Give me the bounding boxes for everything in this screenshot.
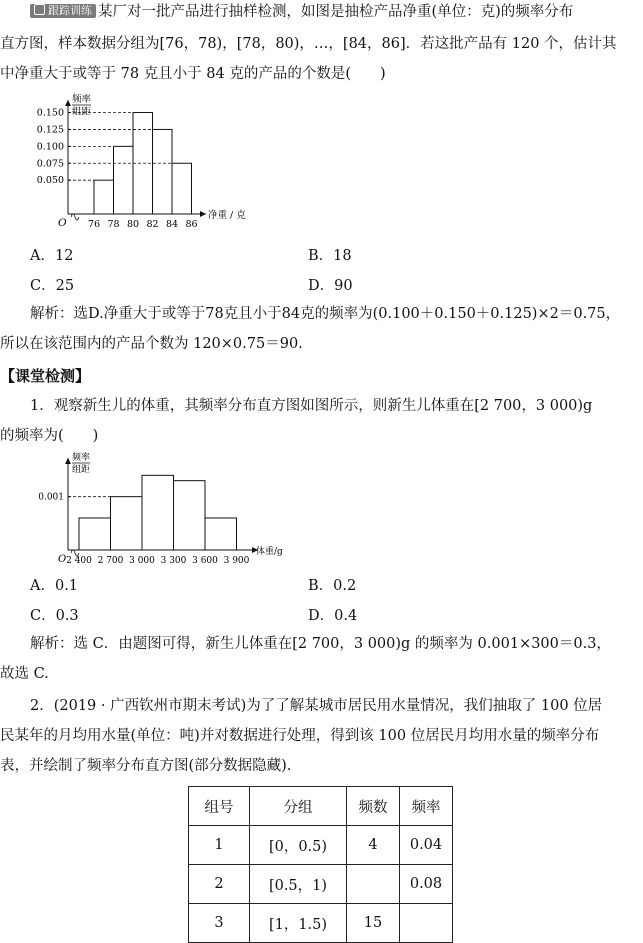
answer-line: 解析：选D.净重大于或等于78克且小于84克的频率为(0.100＋0.150＋0.125)×2＝0.75， xyxy=(30,306,621,322)
x-tick-label: 3 600 xyxy=(192,556,218,566)
option-c: C．0.3 xyxy=(30,608,79,624)
y-tick-label: 0.050 xyxy=(36,175,64,187)
table-cell: [0.5，1) xyxy=(250,865,347,904)
x-tick-label: 78 xyxy=(107,219,120,230)
table-cell: 15 xyxy=(347,904,400,943)
x-tick-label: 84 xyxy=(165,219,179,230)
question-line: 1．观察新生儿的体重，其频率分布直方图如图所示，则新生儿体重在[2 700，3 000)g xyxy=(30,398,593,414)
option-d: D．0.4 xyxy=(308,608,358,624)
histogram-bar xyxy=(142,475,174,550)
question-line: 2．(2019 · 广西钦州市期末考试)为了了解某城市居民用水量情况，我们抽取了 100 位居 xyxy=(30,698,603,714)
table-cell: [0，0.5) xyxy=(250,826,347,865)
origin-label: O xyxy=(58,554,67,565)
option-b: B．0.2 xyxy=(308,578,357,594)
y-tick-label: 0.150 xyxy=(36,107,64,119)
histogram-bar xyxy=(153,129,173,214)
option-a: A．0.1 xyxy=(30,578,79,594)
table-row xyxy=(189,826,453,865)
table-header: 分组 xyxy=(250,787,347,826)
table-cell: 1 xyxy=(189,826,250,865)
x-tick-label: 80 xyxy=(126,219,140,230)
histogram-bar xyxy=(114,146,134,214)
y-tick-label: 0.075 xyxy=(36,158,64,170)
x-tick-label: 82 xyxy=(146,219,159,230)
tag-icon xyxy=(34,4,45,15)
y-label-top: 频率 xyxy=(72,453,91,463)
tag-label: 跟踪训练 xyxy=(48,4,92,17)
option-c: C．25 xyxy=(30,278,75,294)
question-line: 直方图，样本数据分组为[76，78)，[78，80)，…，[84，86]．若这批产品有 120 个，估计其 xyxy=(0,36,617,52)
histogram-bar xyxy=(111,497,143,550)
y-tick-label: 0.001 xyxy=(38,492,64,503)
y-label-bottom: 组距 xyxy=(72,106,92,118)
option-a: A．12 xyxy=(30,248,74,264)
question-text: 某厂对一批产品进行抽样检测，如图是抽检产品净重(单位：克)的频率分布 xyxy=(98,4,574,20)
table-cell: 0.04 xyxy=(400,826,453,865)
table-header-row xyxy=(189,787,453,826)
x-axis-label: 净重 / 克 xyxy=(208,210,246,221)
question-line xyxy=(30,2,573,22)
x-tick-label: 2 400 xyxy=(66,556,92,566)
histogram-bar xyxy=(174,481,206,550)
option-b: B．18 xyxy=(308,248,352,264)
option-d: D．90 xyxy=(308,278,353,294)
x-tick-label: 2 700 xyxy=(97,556,124,566)
table-cell xyxy=(400,904,453,943)
table-cell: 3 xyxy=(189,904,250,943)
table-cell: [1，1.5) xyxy=(250,904,347,943)
x-tick-label: 3 000 xyxy=(129,556,155,566)
section-title: 【课堂检测】 xyxy=(0,367,91,385)
answer-line: 解析：选 C．由题图可得，新生儿体重在[2 700，3 000)g 的频率为 0.001×300＝0.3， xyxy=(30,636,611,652)
x-tick-label: 3 900 xyxy=(223,556,250,566)
y-axis-arrow xyxy=(65,458,71,464)
histogram-bar xyxy=(94,180,114,214)
histogram-bar xyxy=(79,518,111,550)
table-cell: 4 xyxy=(347,826,400,865)
y-axis-arrow xyxy=(65,100,71,106)
question-line: 民某年的月均用水量(单位：吨)并对数据进行处理，得到该 100 位居民月均用水量的频率分布 xyxy=(0,728,600,744)
table-cell xyxy=(347,865,400,904)
question-line: 表，并绘制了频率分布直方图(部分数据隐藏). xyxy=(0,758,292,774)
table-cell: 2 xyxy=(189,865,250,904)
axis-break xyxy=(71,214,79,220)
x-axis-label: 体重/g xyxy=(256,547,283,557)
x-tick-label: 3 300 xyxy=(160,556,187,566)
x-axis-arrow xyxy=(200,211,206,217)
y-tick-label: 0.100 xyxy=(36,141,64,153)
y-label-bottom: 组距 xyxy=(72,465,91,475)
x-tick-label: 86 xyxy=(185,219,198,230)
table-header: 组号 xyxy=(189,787,250,826)
question-line: 中净重大于或等于 78 克且小于 84 克的产品的个数是( ) xyxy=(0,66,386,82)
x-tick-label: 76 xyxy=(87,219,101,230)
birth-weight-histogram xyxy=(38,450,308,568)
practice-tag xyxy=(30,4,96,18)
question-line: 的频率为( ) xyxy=(0,428,99,444)
origin-label: O xyxy=(58,217,67,229)
answer-line: 故选 C. xyxy=(0,666,49,682)
table-header: 频数 xyxy=(347,787,400,826)
table-cell: 0.08 xyxy=(400,865,453,904)
table-header: 频率 xyxy=(400,787,453,826)
frequency-table xyxy=(188,786,453,943)
y-label-top: 频率 xyxy=(72,94,92,105)
table-row xyxy=(189,865,453,904)
histogram-bar xyxy=(205,518,237,550)
answer-line: 所以在该范围内的产品个数为 120×0.75＝90. xyxy=(0,336,303,352)
histogram-bar xyxy=(172,163,192,214)
y-tick-label: 0.125 xyxy=(36,124,64,136)
weight-histogram xyxy=(36,92,320,234)
table-row xyxy=(189,904,453,943)
